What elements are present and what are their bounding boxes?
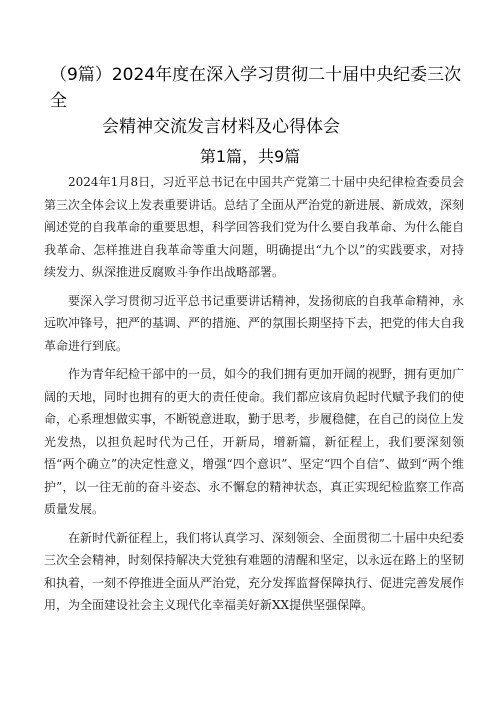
paragraph-4: 在新时代新征程上，我们将认真学习、深刻领会、全面贯彻二十届中央纪委三次全会精神，时刻保持解决大党独有难题的清醒和坚定，以永远在路上的坚韧和执着，一刻不停推进全面从严治党，充分发挥监督保障执行、促进完善发展作用，为全面建设社会主义现代化幸福美好新XX提供坚强保障。 <box>44 530 465 612</box>
document-title-line-2: 会精神交流发言材料及心得体会 <box>102 117 340 137</box>
paragraph-1: 2024年1月8日，习近平总书记在中国共产党第二十届中央纪律检查委员会第三次全体会议上发表重要讲话。总结了全面从严治党的新进展、新成效，深刻阐述党的自我革命的重要思想，科学回答我们党为什么要自我革命、为什么能自我革命、怎样推进自我革命等重大问题，明确提出“九个以”的实践要求，对持续发力、纵深推进反腐败斗争作出战略部署。 <box>44 175 465 279</box>
document-title-line-1: （9篇）2024年度在深入学习贯彻二十届中央纪委三次全 <box>50 65 462 111</box>
document-body <box>44 171 464 623</box>
section-title: 第1篇，共9篇 <box>199 147 301 166</box>
document-title <box>30 62 470 140</box>
paragraph-2: 要深入学习贯彻习近平总书记重要讲话精神，发扬彻底的自我革命精神，永远吹冲锋号，把严的基调、严的措施、严的氛围长期坚持下去，把党的伟大自我革命进行到底。 <box>44 293 465 353</box>
paragraph-3: 作为青年纪检干部中的一员，如今的我们拥有更加开阔的视野，拥有更加广阔的天地，同时也拥有的更大的责任使命。我们都应该肩负起时代赋予我们的使命，心系理想做实事，不断锐意进取，勤于思考，步履稳健，在自己的岗位上发光发热，以担负起时代为己任，开新局，增新篇，新征程上，我们要深刻领悟“两个确立”的决定性意义，增强“四个意识”、坚定“四个自信”、做到“两个维护”，以一往无前的奋斗姿态、永不懈怠的精神状态，真正实现纪检监察工作高质量发展。 <box>44 367 465 516</box>
